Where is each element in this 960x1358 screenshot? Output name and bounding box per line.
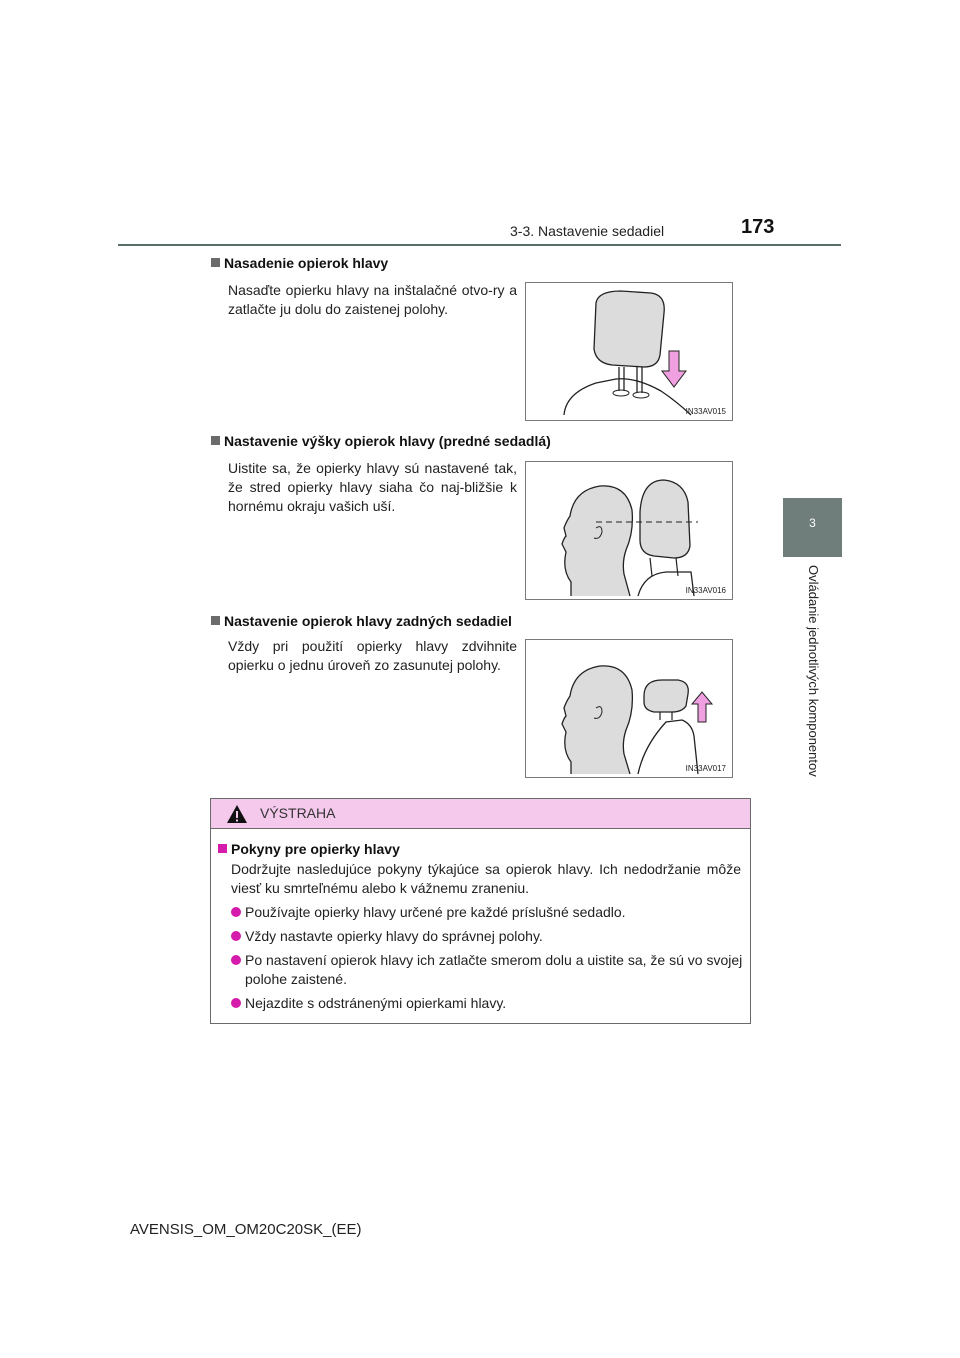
figure-headrest-install xyxy=(525,282,733,421)
section-heading-rear: Nastavenie opierok hlavy zadných sedadiel xyxy=(211,613,512,629)
headrest-install-illustration xyxy=(526,283,732,420)
document-id: AVENSIS_OM_OM20C20SK_(EE) xyxy=(130,1221,362,1238)
square-bullet-icon xyxy=(211,436,220,445)
square-bullet-icon xyxy=(211,616,220,625)
warning-header xyxy=(211,799,750,829)
warning-body xyxy=(211,829,750,1013)
warning-bullet: Používajte opierky hlavy určené pre každé príslušné sedadlo. xyxy=(231,903,743,922)
section-heading-front-height: Nastavenie výšky opierok hlavy (predné sedadlá) xyxy=(211,433,551,449)
page-number: 173 xyxy=(741,216,775,238)
warning-title: VÝSTRAHA xyxy=(260,805,336,821)
chapter-tab: 3 xyxy=(783,498,842,557)
warning-bullet: Nejazdite s odstránenými opierkami hlavy. xyxy=(231,994,743,1013)
section-text-rear: Vždy pri použití opierky hlavy zdvihnite opierku o jednu úroveň zo zasunutej polohy. xyxy=(228,638,517,673)
warning-box xyxy=(210,798,751,1024)
figure-headrest-rear xyxy=(525,639,733,778)
warning-bullet: Po nastavení opierok hlavy ich zatlačte smerom dolu a uistite sa, že sú vo svojej polohe zaistené. xyxy=(231,951,743,989)
square-bullet-icon xyxy=(218,844,227,853)
circle-bullet-icon xyxy=(231,998,241,1008)
section-heading-install: Nasadenie opierok hlavy xyxy=(211,255,388,271)
circle-bullet-icon xyxy=(231,907,241,917)
section-title: 3-3. Nastavenie sedadiel xyxy=(510,223,665,239)
headrest-rear-illustration xyxy=(526,640,732,777)
figure-code: IN33AV015 xyxy=(685,407,726,416)
circle-bullet-icon xyxy=(231,955,241,965)
headrest-front-illustration xyxy=(526,462,732,599)
chapter-label: Ovládanie jednotlivých komponentov xyxy=(806,565,821,777)
warning-bullet: Vždy nastavte opierky hlavy do správnej polohy. xyxy=(231,927,743,946)
figure-code: IN33AV016 xyxy=(685,586,726,595)
square-bullet-icon xyxy=(211,258,220,267)
figure-headrest-front-height xyxy=(525,461,733,600)
warning-triangle-icon xyxy=(226,804,248,824)
section-text-install: Nasaďte opierku hlavy na inštalačné otvo-ry a zatlačte ju dolu do zaistenej polohy. xyxy=(228,282,517,317)
warning-heading: Pokyny pre opierky hlavy xyxy=(218,841,750,857)
figure-code: IN33AV017 xyxy=(685,764,726,773)
header-rule xyxy=(118,244,841,246)
section-text-front-height: Uistite sa, že opierky hlavy sú nastavené tak, že stred opierky hlavy siaha čo naj-bližšie k hornému okraju vašich uší. xyxy=(228,460,517,514)
circle-bullet-icon xyxy=(231,931,241,941)
warning-text: Dodržujte nasledujúce pokyny týkajúce sa opierok hlavy. Ich nedodržanie môže viesť ku smrteľnému alebo k vážnemu zraneniu. xyxy=(231,861,741,896)
